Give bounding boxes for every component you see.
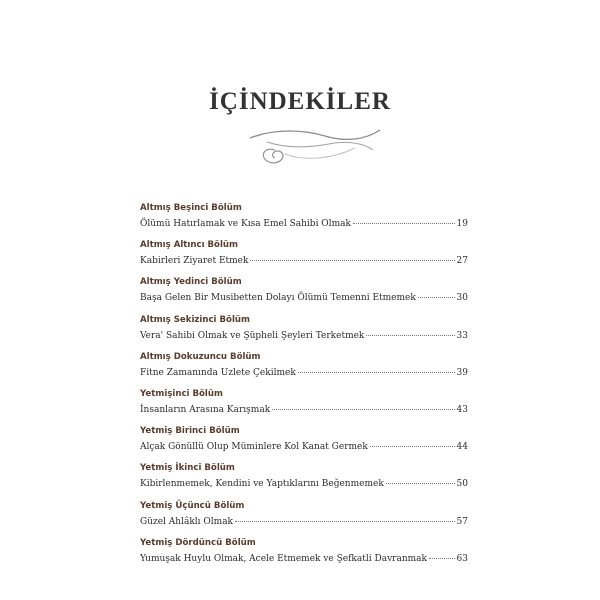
page-number: 33 xyxy=(456,330,468,341)
entry-title: Vera' Sahibi Olmak ve Şüpheli Şeyleri Terketmek xyxy=(140,330,365,341)
entry-title: Fitne Zamanında Uzlete Çekilmek xyxy=(140,367,296,378)
page-number: 30 xyxy=(456,293,468,304)
entry-title: Kibirlenmemek, Kendini ve Yaptıklarını Beğenmemek xyxy=(140,479,384,490)
chapter-label: Yetmiş Birinci Bölüm xyxy=(140,426,240,437)
toc-entry[interactable] xyxy=(140,202,468,239)
chapter-label: Altmış Altıncı Bölüm xyxy=(140,240,238,251)
entry-title: Kabirleri Ziyaret Etmek xyxy=(140,256,249,267)
toc-entry[interactable] xyxy=(140,314,468,351)
dot-leader xyxy=(353,223,455,224)
toc-entry[interactable] xyxy=(140,537,468,574)
page-number: 27 xyxy=(456,256,468,267)
page-title: İÇİNDEKİLER xyxy=(209,88,391,115)
page-number: 43 xyxy=(456,404,468,415)
entry-title: Yumuşak Huylu Olmak, Acele Etmemek ve Şefkatli Davranmak xyxy=(140,553,427,564)
entry-title: Alçak Gönüllü Olup Müminlere Kol Kanat Germek xyxy=(140,442,368,453)
dot-leader xyxy=(250,260,454,261)
dot-leader xyxy=(429,558,455,559)
toc-entry[interactable] xyxy=(140,388,468,425)
chapter-label: Altmış Dokuzuncu Bölüm xyxy=(140,351,261,362)
page-number: 50 xyxy=(456,479,468,490)
dot-leader xyxy=(366,335,454,336)
toc-entry[interactable] xyxy=(140,425,468,462)
table-of-contents xyxy=(140,202,468,574)
page-number: 39 xyxy=(456,367,468,378)
chapter-label: Altmış Yedinci Bölüm xyxy=(140,277,242,288)
chapter-label: Yetmiş Üçüncü Bölüm xyxy=(140,500,245,511)
toc-entry[interactable] xyxy=(140,276,468,313)
dot-leader xyxy=(235,521,455,522)
entry-title: İnsanların Arasına Karışmak xyxy=(140,404,271,415)
dot-leader xyxy=(386,483,455,484)
page-number: 19 xyxy=(456,219,468,229)
toc-entry[interactable] xyxy=(140,239,468,276)
entry-title: Güzel Ahlâklı Olmak xyxy=(140,516,234,527)
dot-leader xyxy=(370,446,455,447)
toc-entry[interactable] xyxy=(140,351,468,388)
chapter-label: Yetmiş İkinci Bölüm xyxy=(140,463,235,474)
chapter-label: Yetmişinci Bölüm xyxy=(140,388,223,399)
toc-entry[interactable] xyxy=(140,500,468,537)
page-number: 57 xyxy=(456,516,468,527)
dot-leader xyxy=(272,409,454,410)
page-number: 63 xyxy=(456,553,468,564)
dot-leader xyxy=(298,372,455,373)
entry-title: Başa Gelen Bir Musibetten Dolayı Ölümü Temenni Etmemek xyxy=(140,293,416,304)
flourish-ornament-icon xyxy=(245,118,385,173)
dot-leader xyxy=(418,297,455,298)
chapter-label: Altmış Sekizinci Bölüm xyxy=(140,314,250,325)
entry-title: Ölümü Hatırlamak ve Kısa Emel Sahibi Olmak xyxy=(140,219,351,229)
page-number: 44 xyxy=(456,442,468,453)
chapter-label: Altmış Beşinci Bölüm xyxy=(140,203,242,213)
toc-entry[interactable] xyxy=(140,462,468,499)
chapter-label: Yetmiş Dördüncü Bölüm xyxy=(140,537,256,548)
